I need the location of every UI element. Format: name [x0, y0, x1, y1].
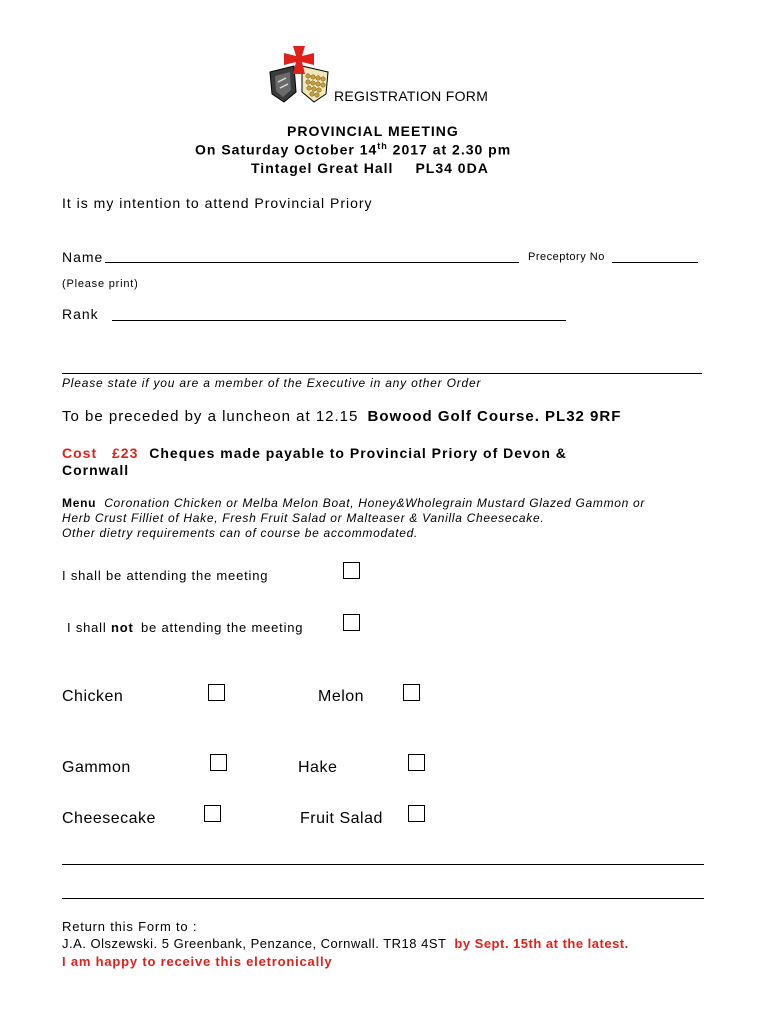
luncheon-venue: Bowood Golf Course. PL32 9RF [367, 408, 622, 425]
choice-cheesecake-label: Cheesecake [62, 810, 156, 827]
venue-postcode: PL34 0DA [415, 160, 489, 176]
cost-label: Cost [62, 445, 98, 461]
not-word: not [110, 620, 134, 635]
choice-cheesecake-checkbox[interactable] [204, 805, 221, 822]
return-address-line [62, 936, 629, 951]
cheques-line1: Cheques made payable to Provincial Priory of Devon & [149, 445, 567, 461]
luncheon-text: To be preceded by a luncheon at 12.15 [62, 408, 359, 425]
choice-melon-checkbox[interactable] [403, 684, 420, 701]
blank-line-1[interactable] [62, 864, 704, 865]
luncheon-line [62, 408, 621, 425]
form-title: REGISTRATION FORM [334, 88, 489, 104]
please-print-note: (Please print) [62, 278, 139, 290]
rank-field[interactable] [112, 320, 566, 321]
preceptory-field[interactable] [612, 262, 698, 263]
electronic-note: I am happy to receive this eletronically [62, 954, 333, 969]
menu-line3: Other dietry requirements can of course be accommodated. [62, 526, 419, 540]
return-address: J.A. Olszewski. 5 Greenbank, Penzance, Cornwall. TR18 4ST [62, 936, 447, 951]
return-deadline: by Sept. 15th at the latest. [454, 936, 629, 951]
cheques-line2: Cornwall [62, 462, 130, 478]
attending-label: I shall be attending the meeting [62, 568, 269, 583]
cost-line [62, 445, 567, 461]
choice-hake-label: Hake [298, 759, 338, 776]
choice-fruit-salad-checkbox[interactable] [408, 805, 425, 822]
preceptory-label: Preceptory No [528, 251, 605, 263]
meeting-venue [251, 160, 489, 176]
choice-gammon-label: Gammon [62, 759, 131, 776]
blank-line-2[interactable] [62, 898, 704, 899]
not-attending-checkbox[interactable] [343, 614, 360, 631]
venue-name: Tintagel Great Hall [251, 160, 394, 176]
not-suffix: be attending the meeting [141, 620, 304, 635]
date-sup: th [377, 141, 388, 151]
choice-fruit-salad-label: Fruit Salad [300, 810, 383, 827]
intro-text: It is my intention to attend Provincial Priory [62, 195, 373, 211]
return-label: Return this Form to : [62, 919, 198, 934]
executive-note: Please state if you are a member of the Executive in any other Order [62, 376, 482, 390]
executive-field[interactable] [62, 373, 702, 374]
menu-label: Menu [62, 496, 97, 510]
meeting-date [195, 141, 511, 158]
menu-text1: Coronation Chicken or Melba Melon Boat, Honey&Wholegrain Mustard Glazed Gammon or [104, 496, 646, 510]
choice-hake-checkbox[interactable] [408, 754, 425, 771]
rank-label: Rank [62, 306, 99, 322]
choice-chicken-label: Chicken [62, 688, 124, 705]
menu-line1 [62, 496, 645, 510]
name-field[interactable] [105, 262, 519, 263]
crest-logo [266, 44, 332, 104]
not-prefix: I shall [67, 620, 107, 635]
not-attending-label [67, 620, 303, 635]
meeting-title: PROVINCIAL MEETING [287, 123, 459, 139]
choice-gammon-checkbox[interactable] [210, 754, 227, 771]
cost-amount: £23 [112, 445, 139, 461]
menu-line2: Herb Crust Filliet of Hake, Fresh Fruit Salad or Malteaser & Vanilla Cheesecake. [62, 511, 545, 525]
choice-melon-label: Melon [318, 688, 365, 705]
attending-checkbox[interactable] [343, 562, 360, 579]
knights-templar-crest-icon [266, 44, 332, 104]
date-prefix: On Saturday October 14 [195, 141, 378, 158]
choice-chicken-checkbox[interactable] [208, 684, 225, 701]
date-suffix: 2017 at 2.30 pm [387, 141, 512, 158]
name-label: Name [62, 249, 104, 265]
